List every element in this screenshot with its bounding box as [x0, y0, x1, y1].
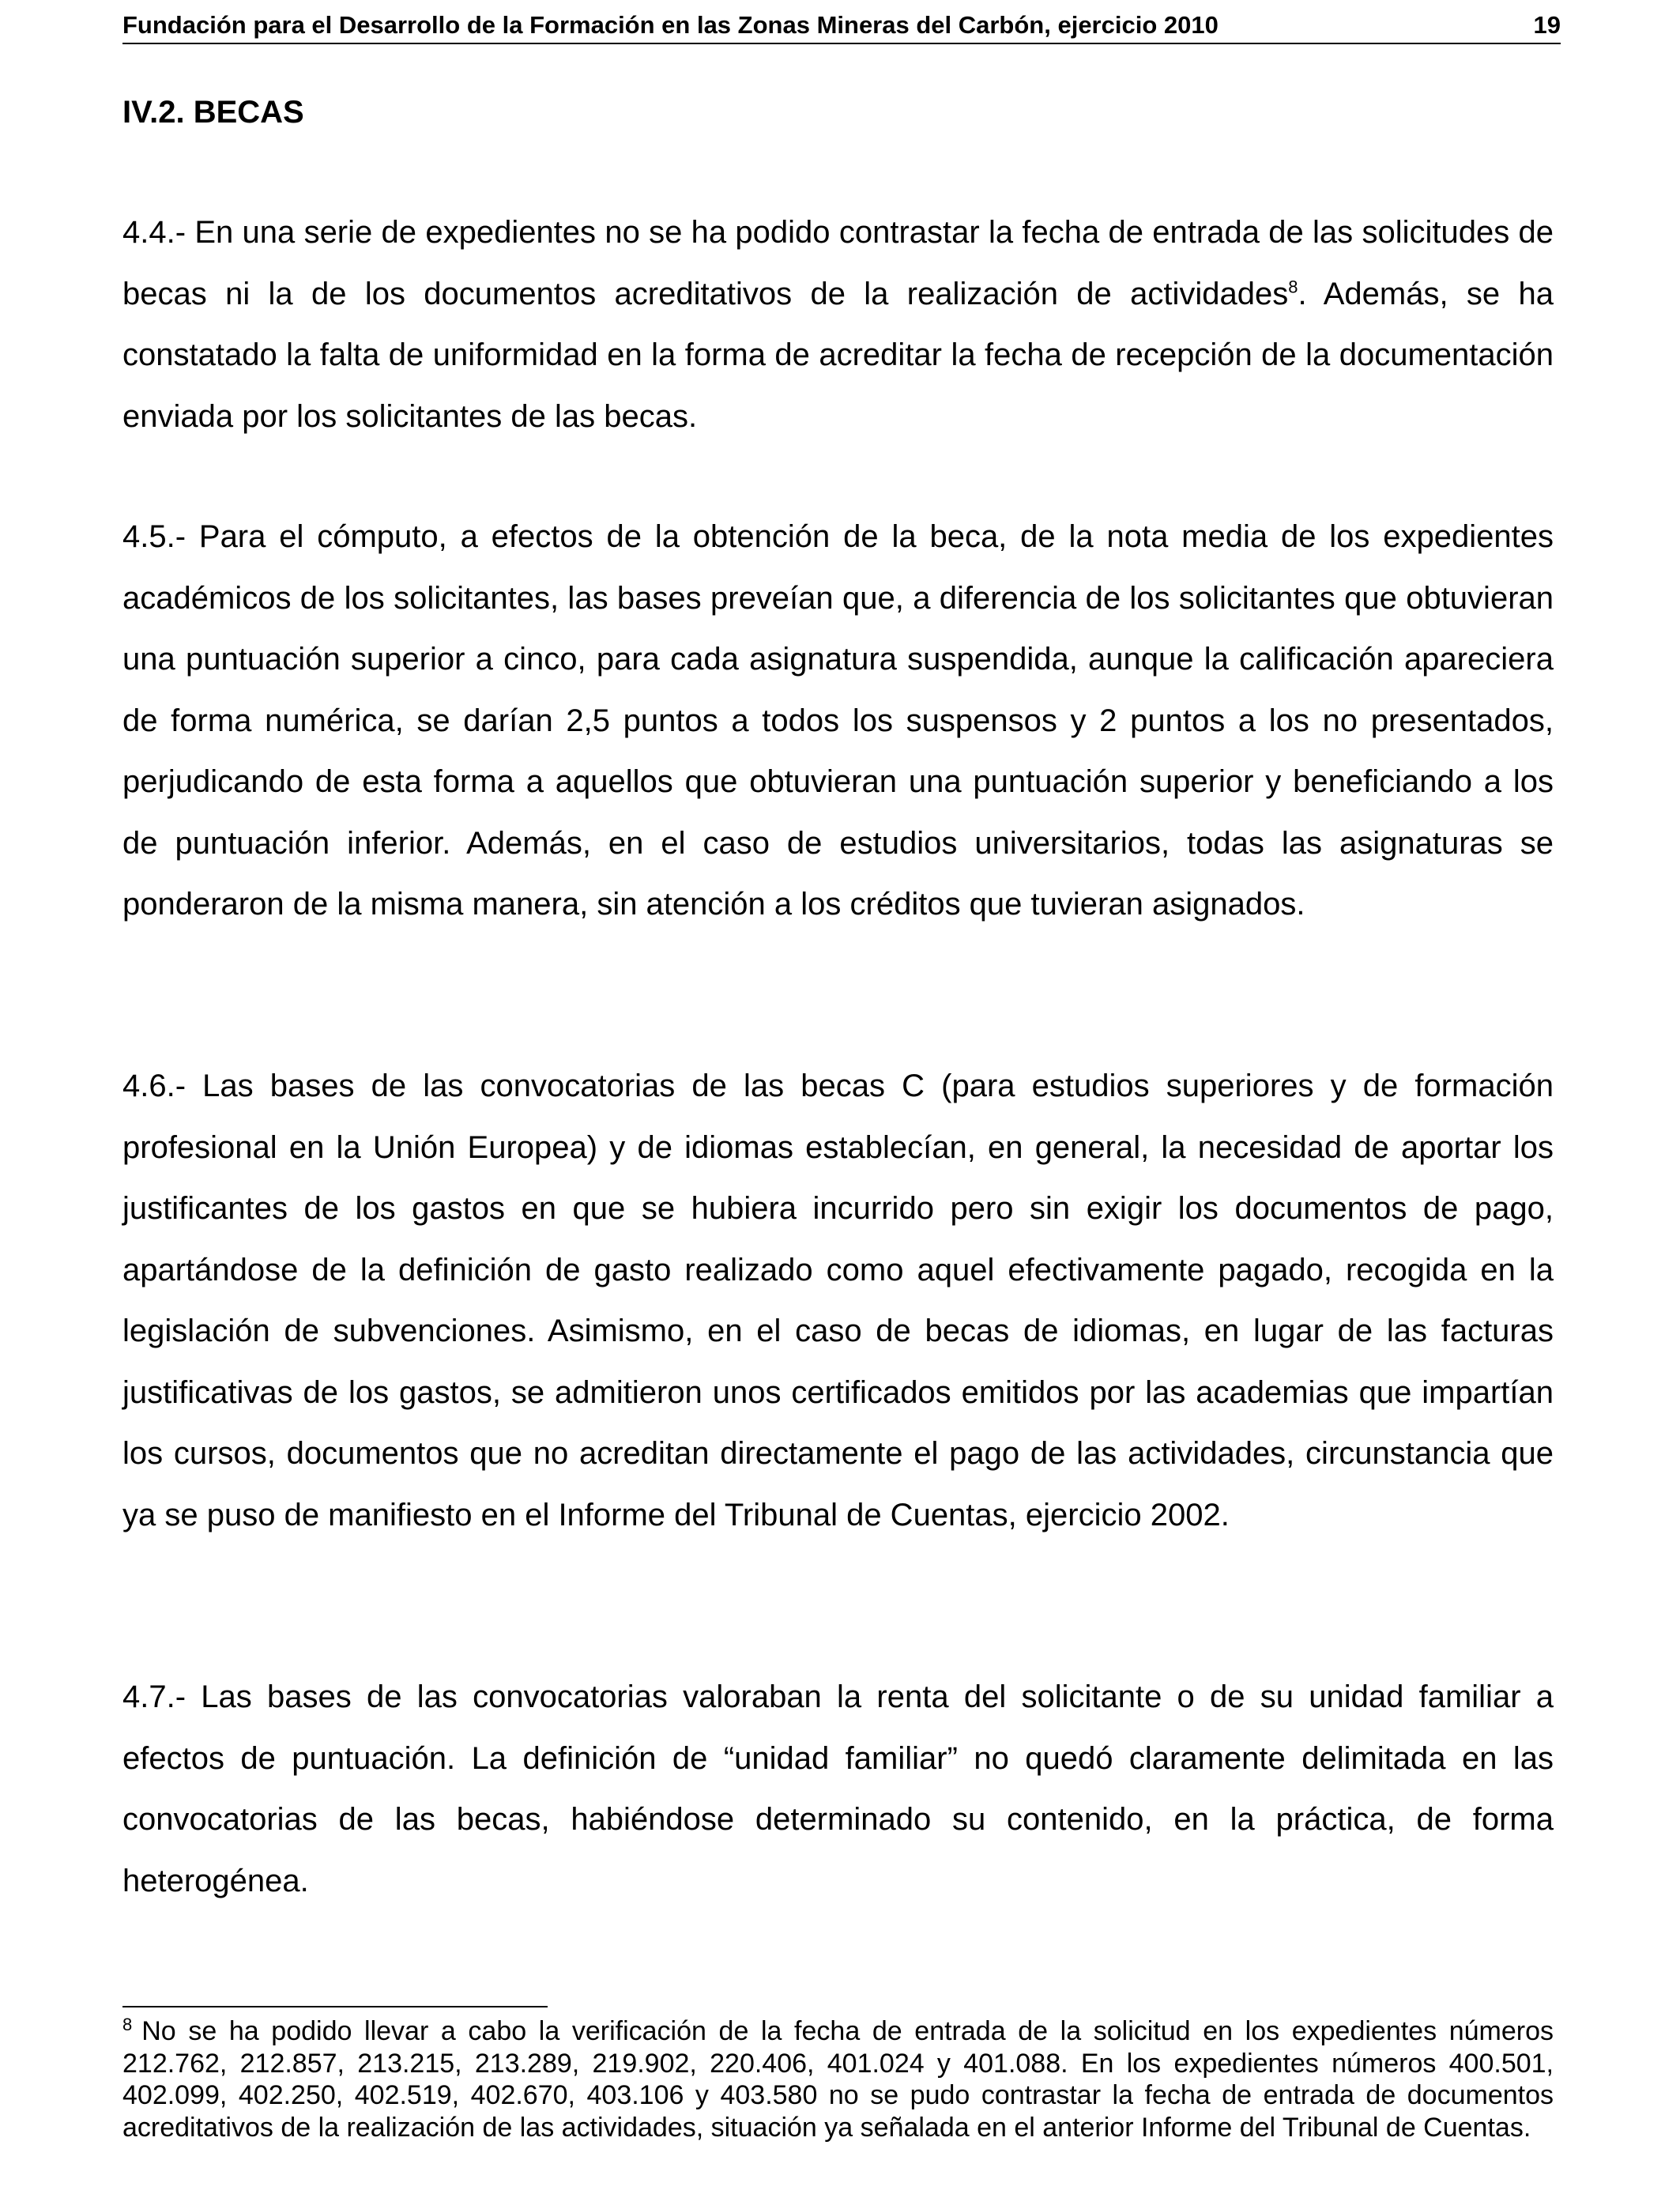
page-number: 19: [1533, 11, 1561, 39]
footnote-text: No se ha podido llevar a cabo la verificación de la fecha de entrada de la solicitud en los expedientes números 212.762, 212.857, 213.215, 213.289, 219.902, 220.406, 401.024 y 401.088. En los expedientes números 400.501, 402.099, 402.250, 402.519, 402.670, 403.106 y 403.580 no se pudo contrastar la fecha de entrada de documentos acreditativos de la realización de las actividades, situación ya señalada en el anterior Informe del Tribunal de Cuentas.: [122, 2016, 1554, 2143]
footnote-number: 8: [122, 2014, 133, 2034]
paragraph-4-6: 4.6.- Las bases de las convocatorias de las becas C (para estudios superiores y de formación profesional en la Unión Europea) y de idiomas establecían, en general, la necesidad de aportar los justificantes de los gastos en que se hubiera incurrido pero sin exigir los documentos de pago, apartándose de la definición de gasto realizado como aquel efectivamente pagado, recogida en la legislación de subvenciones. Asimismo, en el caso de becas de idiomas, en lugar de las facturas justificativas de los gastos, se admitieron unos certificados emitidos por las academias que impartían los cursos, documentos que no acreditan directamente el pago de las actividades, circunstancia que ya se puso de manifiesto en el Informe del Tribunal de Cuentas, ejercicio 2002.: [122, 1069, 1554, 1532]
footnote-reference-8[interactable]: 8: [1288, 277, 1298, 297]
paragraph-4-4: [122, 202, 1554, 447]
paragraph-4-7: 4.7.- Las bases de las convocatorias valoraban la renta del solicitante o de su unidad familiar a efectos de puntuación. La definición de “unidad familiar” no quedó claramente delimitada en las convocatorias de las becas, habiéndose determinado su contenido, en la práctica, de forma heterogénea.: [122, 1679, 1554, 1898]
section-title: IV.2. BECAS: [122, 95, 304, 130]
paragraph-4-4-text-after: . Además, se ha constatado la falta de uniformidad en la forma de acreditar la fecha de recepción de la documentación enviada por los solicitantes de las becas.: [122, 276, 1554, 434]
page-header: [122, 9, 1561, 44]
paragraph-4-5: 4.5.- Para el cómputo, a efectos de la obtención de la beca, de la nota media de los expedientes académicos de los solicitantes, las bases preveían que, a diferencia de los solicitantes que obtuvieran una puntuación superior a cinco, para cada asignatura suspendida, aunque la calificación apareciera de forma numérica, se darían 2,5 puntos a todos los suspensos y 2 puntos a los no presentados, perjudicando de esta forma a aquellos que obtuvieran una puntuación superior y beneficiando a los de puntuación inferior. Además, en el caso de estudios universitarios, todas las asignaturas se ponderaron de la misma manera, sin atención a los créditos que tuvieran asignados.: [122, 519, 1554, 922]
footnote-8: [122, 2015, 1554, 2143]
header-title: Fundación para el Desarrollo de la Formación en las Zonas Mineras del Carbón, ejercicio 2010: [122, 11, 1219, 39]
paragraph-4-4-text: 4.4.- En una serie de expedientes no se ha podido contrastar la fecha de entrada de las solicitudes de becas ni la de los documentos acreditativos de la realización de actividades: [122, 215, 1554, 311]
footnote-divider: [122, 2006, 548, 2007]
